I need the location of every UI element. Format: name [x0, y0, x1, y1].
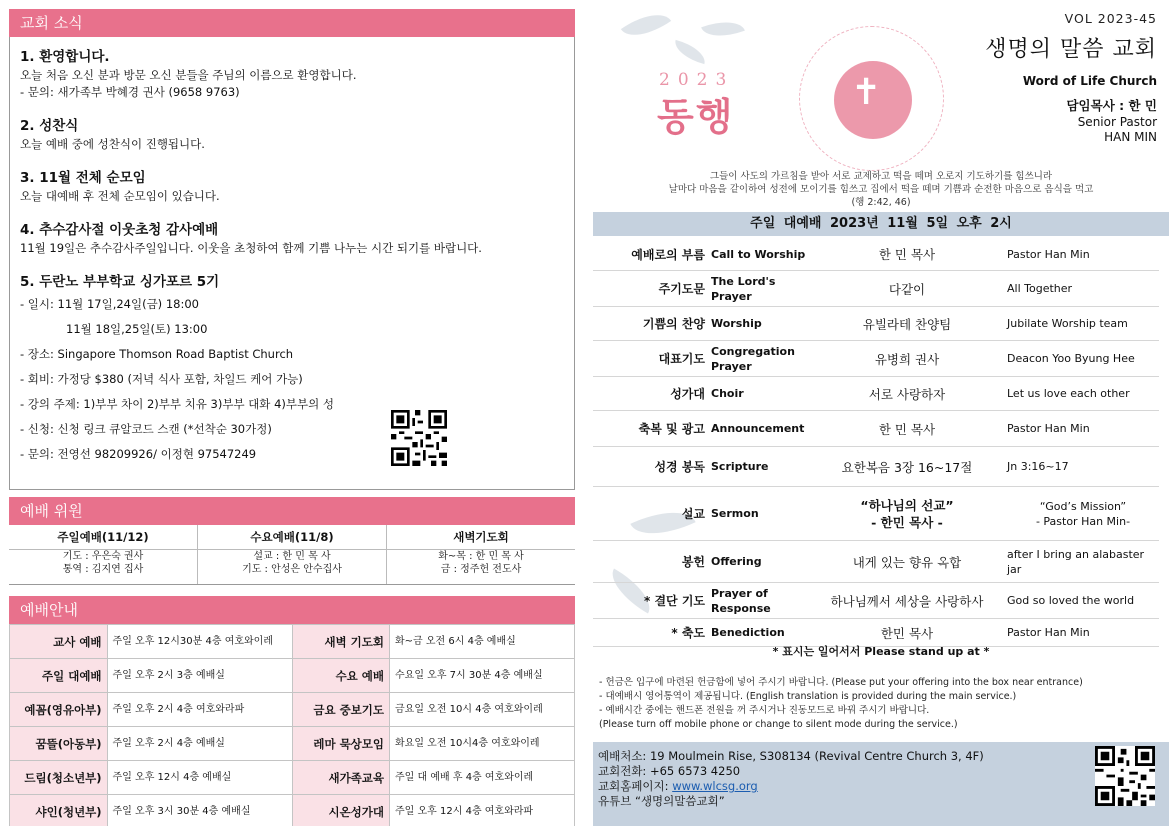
staff-line: 화~목 : 한 민 목 사 [438, 551, 524, 562]
order-item-en: Call to Worship [711, 247, 806, 261]
pastor-en-name: HAN MIN [1104, 130, 1157, 144]
order-item-title [807, 497, 1007, 531]
schedule-time: 주일 오후 12시 4층 여호와라파 [390, 795, 575, 826]
logo-title: 동행 [657, 95, 735, 139]
sermon-title: “하나님의 선교” [860, 497, 954, 513]
order-row [593, 541, 1159, 583]
order-row [593, 341, 1159, 377]
order-item-en: Prayer of Response [711, 586, 771, 615]
order-item-en-detail: Jn 3:16~17 [1007, 460, 1069, 473]
detail-line: - 문의: 전영선 98209926/ 이정현 97547249 [20, 447, 257, 461]
order-item-en-detail [1007, 499, 1159, 529]
staff-line: 기도 : 안성은 안수집사 [242, 564, 342, 575]
news-title: 1. 환영합니다. [20, 49, 110, 65]
schedule-time: 화~금 오전 6시 4층 예배실 [390, 625, 575, 659]
service-title: 주일 대예배 2023년 11월 5일 오후 2시 [593, 212, 1169, 236]
order-item-en-detail: Pastor Han Min [1007, 422, 1090, 435]
news-box [9, 37, 575, 490]
news-title: 4. 추수감사절 이웃초청 감사예배 [20, 222, 219, 238]
schedule-name: 레마 묵상모임 [292, 727, 390, 761]
order-item-en: Choir [711, 387, 744, 400]
schedule-name: 수요 예배 [292, 659, 390, 693]
staff-line: 설교 : 한 민 목 사 [253, 551, 331, 562]
news-item [20, 45, 564, 101]
worship-schedule-table [9, 624, 575, 826]
schedule-row [10, 625, 575, 659]
verse-reference: (행 2:42, 46) [851, 197, 911, 208]
news-line: 오늘 처음 오신 분과 방문 오신 분들을 주님의 이름으로 환영합니다. [20, 68, 357, 82]
sermon-preacher-en: - Pastor Han Min- [1035, 514, 1131, 528]
staff-column [9, 525, 197, 584]
order-item-en: Scripture [711, 460, 769, 473]
news-item [20, 114, 564, 153]
order-item-en-detail: Pastor Han Min [1007, 247, 1090, 261]
note-line: - 헌금은 입구에 마련된 헌금함에 넣어 주시기 바랍니다. (Please put your offering into the box near entrance) [599, 677, 1083, 688]
order-row [593, 487, 1159, 541]
pastor-en-title: Senior Pastor [1077, 115, 1157, 129]
order-item-en: Announcement [711, 422, 805, 435]
scripture-verse [603, 170, 1159, 209]
order-item-en: Offering [711, 555, 762, 568]
staff-header: 예배 위원 [9, 497, 575, 525]
order-item-title: 한 민 목사 [878, 421, 936, 437]
news-title: 2. 성찬식 [20, 118, 79, 134]
schedule-row [10, 727, 575, 761]
schedule-time: 주일 대 예배 후 4층 여호와이레 [390, 761, 575, 795]
order-row [593, 377, 1159, 411]
news-title: 5. 두란노 부부학교 싱가포르 5기 [20, 274, 220, 290]
order-item-ko: 대표기도 [658, 352, 705, 366]
standup-note: * 표시는 일어서서 Please stand up at * [772, 645, 990, 658]
schedule-time: 주일 오후 2시 4층 예배실 [107, 727, 292, 761]
order-row [593, 583, 1159, 619]
news-line: 11월 19일은 추수감사주일입니다. 이웃을 초청하여 함께 기쁨 나누는 시간 되기를 바랍니다. [20, 241, 482, 255]
order-item-en-detail: Pastor Han Min [1007, 626, 1090, 639]
homepage-label: 교회홈페이지: [598, 779, 673, 793]
order-item-ko: 성경 봉독 [654, 460, 705, 474]
phone: 교회전화: +65 6573 4250 [598, 764, 741, 778]
order-item-en-detail: God so loved the world [1007, 594, 1135, 607]
youtube: 유튜브 “생명의말씀교회” [598, 794, 725, 808]
schedule-time: 주일 오후 3시 30분 4층 예배실 [107, 795, 292, 826]
church-name-ko: 생명의 말씀 교회 [985, 37, 1157, 62]
pastor-info [1066, 98, 1157, 145]
staff-title: 새벽기도회 [387, 525, 575, 550]
order-item-title: 한민 목사 [880, 625, 934, 641]
detail-line: - 일시: 11월 17일,24일(금) 18:00 [20, 297, 199, 311]
leaf-decoration [621, 3, 671, 47]
news-list [20, 45, 564, 290]
news-header: 교회 소식 [9, 9, 575, 37]
detail-line: - 장소: Singapore Thomson Road Baptist Church [20, 347, 294, 361]
detail-line: - 신청: 신청 링크 큐알코드 스캔 (*선착순 30가정) [20, 422, 272, 436]
schedule-name: 예꼼(영유아부) [10, 693, 108, 727]
leaf-decoration [672, 40, 709, 64]
schedule-row [10, 761, 575, 795]
schedule-row [10, 659, 575, 693]
staff-title: 수요예배(11/8) [198, 525, 386, 550]
cross-icon: ✝ [851, 72, 882, 113]
verse-line-2: 날마다 마음을 같이하여 성전에 모이기를 힘쓰고 집에서 떡을 떼며 기쁨과 순전한 마음으로 음식을 먹고 [668, 184, 1094, 195]
schedule-time: 수요일 오후 7시 30분 4층 예배실 [390, 659, 575, 693]
service-notes [599, 676, 1083, 732]
schedule-name: 새벽 기도회 [292, 625, 390, 659]
order-item-ko: * 결단 기도 [644, 594, 705, 608]
staff-line: 금 : 정주헌 전도사 [440, 564, 522, 575]
order-item-ko: 주기도문 [658, 282, 705, 296]
detail-line: 11월 18일,25일(토) 13:00 [66, 322, 208, 336]
order-item-en: Sermon [711, 507, 759, 520]
leaf-decoration [701, 14, 745, 45]
detail-line: - 강의 주제: 1)부부 차이 2)부부 치유 3)부부 대화 4)부부의 성 [20, 397, 334, 411]
order-row [593, 307, 1159, 341]
news-line: 오늘 예배 중에 성찬식이 진행됩니다. [20, 137, 205, 151]
order-of-worship [593, 238, 1159, 647]
schedule-time: 금요일 오전 10시 4층 여호와이레 [390, 693, 575, 727]
detail-line: - 회비: 가정당 $380 (저녁 식사 포함, 차일드 케어 가능) [20, 372, 303, 386]
schedule-header: 예배안내 [9, 596, 575, 624]
order-item-title: 한 민 목사 [878, 247, 936, 262]
order-item-title: 다같이 [888, 281, 926, 297]
schedule-time: 주일 오후 2시 3층 예배실 [107, 659, 292, 693]
order-row [593, 411, 1159, 447]
order-item-ko: 축복 및 광고 [638, 422, 705, 436]
address: 예배처소: 19 Moulmein Rise, S308134 (Revival Centre Church 3, 4F) [598, 749, 984, 763]
order-item-title: 내게 있는 향유 옥합 [852, 554, 962, 570]
schedule-name: 샤인(청년부) [10, 795, 108, 826]
qr-code-icon[interactable] [391, 410, 447, 466]
homepage-link[interactable]: www.wlcsg.org [672, 779, 758, 793]
schedule-row [10, 693, 575, 727]
schedule-name: 새가족교육 [292, 761, 390, 795]
order-item-ko: 봉헌 [681, 555, 705, 569]
schedule-name: 시온성가대 [292, 795, 390, 826]
sermon-title-en: “God’s Mission” [1039, 499, 1127, 513]
staff-title: 주일예배(11/12) [9, 525, 197, 550]
schedule-name: 꿈뜰(아동부) [10, 727, 108, 761]
staff-line: 통역 : 김지연 집사 [62, 564, 144, 575]
schedule-name: 주일 대예배 [10, 659, 108, 693]
order-item-ko: 설교 [681, 507, 705, 521]
order-row [593, 447, 1159, 487]
order-item-ko: 성가대 [670, 387, 705, 401]
pastor-ko: 담임목사 : 한 민 [1066, 98, 1157, 113]
order-item-title: 요한복음 3장 16~17절 [841, 459, 973, 475]
order-row [593, 271, 1159, 307]
note-line: - 예배시간 중에는 핸드폰 전원을 꺼 주시거나 진동모드로 바꿔 주시기 바랍니다. [599, 705, 930, 716]
order-item-ko: 기쁨의 찬양 [642, 317, 705, 331]
staff-line: 기도 : 우은숙 권사 [62, 551, 144, 562]
order-row [593, 238, 1159, 271]
news-item [20, 166, 564, 205]
order-item-title: 하나님께서 세상을 사랑하사 [830, 593, 984, 609]
volume-number: VOL 2023-45 [1064, 11, 1157, 26]
news-item [20, 270, 564, 290]
news-line: 오늘 대예배 후 전체 순모임이 있습니다. [20, 189, 220, 203]
sermon-preacher: - 한민 목사 - [871, 514, 943, 530]
schedule-time: 주일 오후 2시 4층 여호와라파 [107, 693, 292, 727]
homepage [598, 779, 1169, 794]
church-name-en: Word of Life Church [1022, 74, 1157, 88]
order-item-en-detail: Jubilate Worship team [1007, 317, 1128, 330]
schedule-time: 화요일 오전 10시4층 여호와이레 [390, 727, 575, 761]
order-item-title: 유빌라테 찬양팀 [862, 316, 952, 332]
schedule-row [10, 795, 575, 826]
verse-line-1: 그들이 사도의 가르침을 받아 서로 교제하고 떡을 떼며 오로지 기도하기를 힘쓰니라 [709, 171, 1053, 182]
staff-column [197, 525, 386, 584]
schedule-name: 드림(청소년부) [10, 761, 108, 795]
note-line: (Please turn off mobile phone or change to silent mode during the service.) [599, 719, 958, 730]
left-page [9, 9, 575, 819]
schedule-time: 주일 오후 12시 4층 예배실 [107, 761, 292, 795]
logo-year: 2023 [659, 70, 735, 90]
order-item-en-detail: Deacon Yoo Byung Hee [1007, 352, 1135, 365]
order-item-en: Worship [711, 317, 762, 330]
order-item-en: Congregation Prayer [711, 344, 795, 373]
order-item-en: The Lord's Prayer [711, 274, 776, 303]
schedule-name: 금요 중보기도 [292, 693, 390, 727]
order-item-en-detail: Let us love each other [1007, 387, 1130, 400]
order-item-en-detail: after I bring an alabaster jar [1007, 547, 1145, 576]
order-item-en-detail: All Together [1007, 282, 1073, 295]
order-item-title: 유병희 권사 [874, 351, 940, 367]
order-item-ko: 예배로의 부름 [631, 247, 705, 262]
news-title: 3. 11월 전체 순모임 [20, 170, 146, 186]
worship-staff [9, 525, 575, 585]
staff-column [386, 525, 575, 584]
order-item-title: 서로 사랑하자 [868, 386, 946, 402]
news-line: - 문의: 새가족부 박혜경 권사 (9658 9763) [20, 85, 240, 99]
note-line: - 대예배시 영어통역이 제공됩니다. (English translation is provided during the main service.) [599, 691, 1017, 702]
course-details [20, 292, 564, 467]
schedule-time: 주일 오후 12시30분 4층 여호와이레 [107, 625, 292, 659]
church-footer [593, 742, 1169, 826]
news-item [20, 218, 564, 257]
schedule-name: 교사 예배 [10, 625, 108, 659]
right-page [593, 0, 1169, 826]
order-item-ko: * 축도 [671, 626, 705, 640]
order-item-en: Benediction [711, 626, 785, 639]
qr-code-icon[interactable] [1095, 746, 1155, 806]
